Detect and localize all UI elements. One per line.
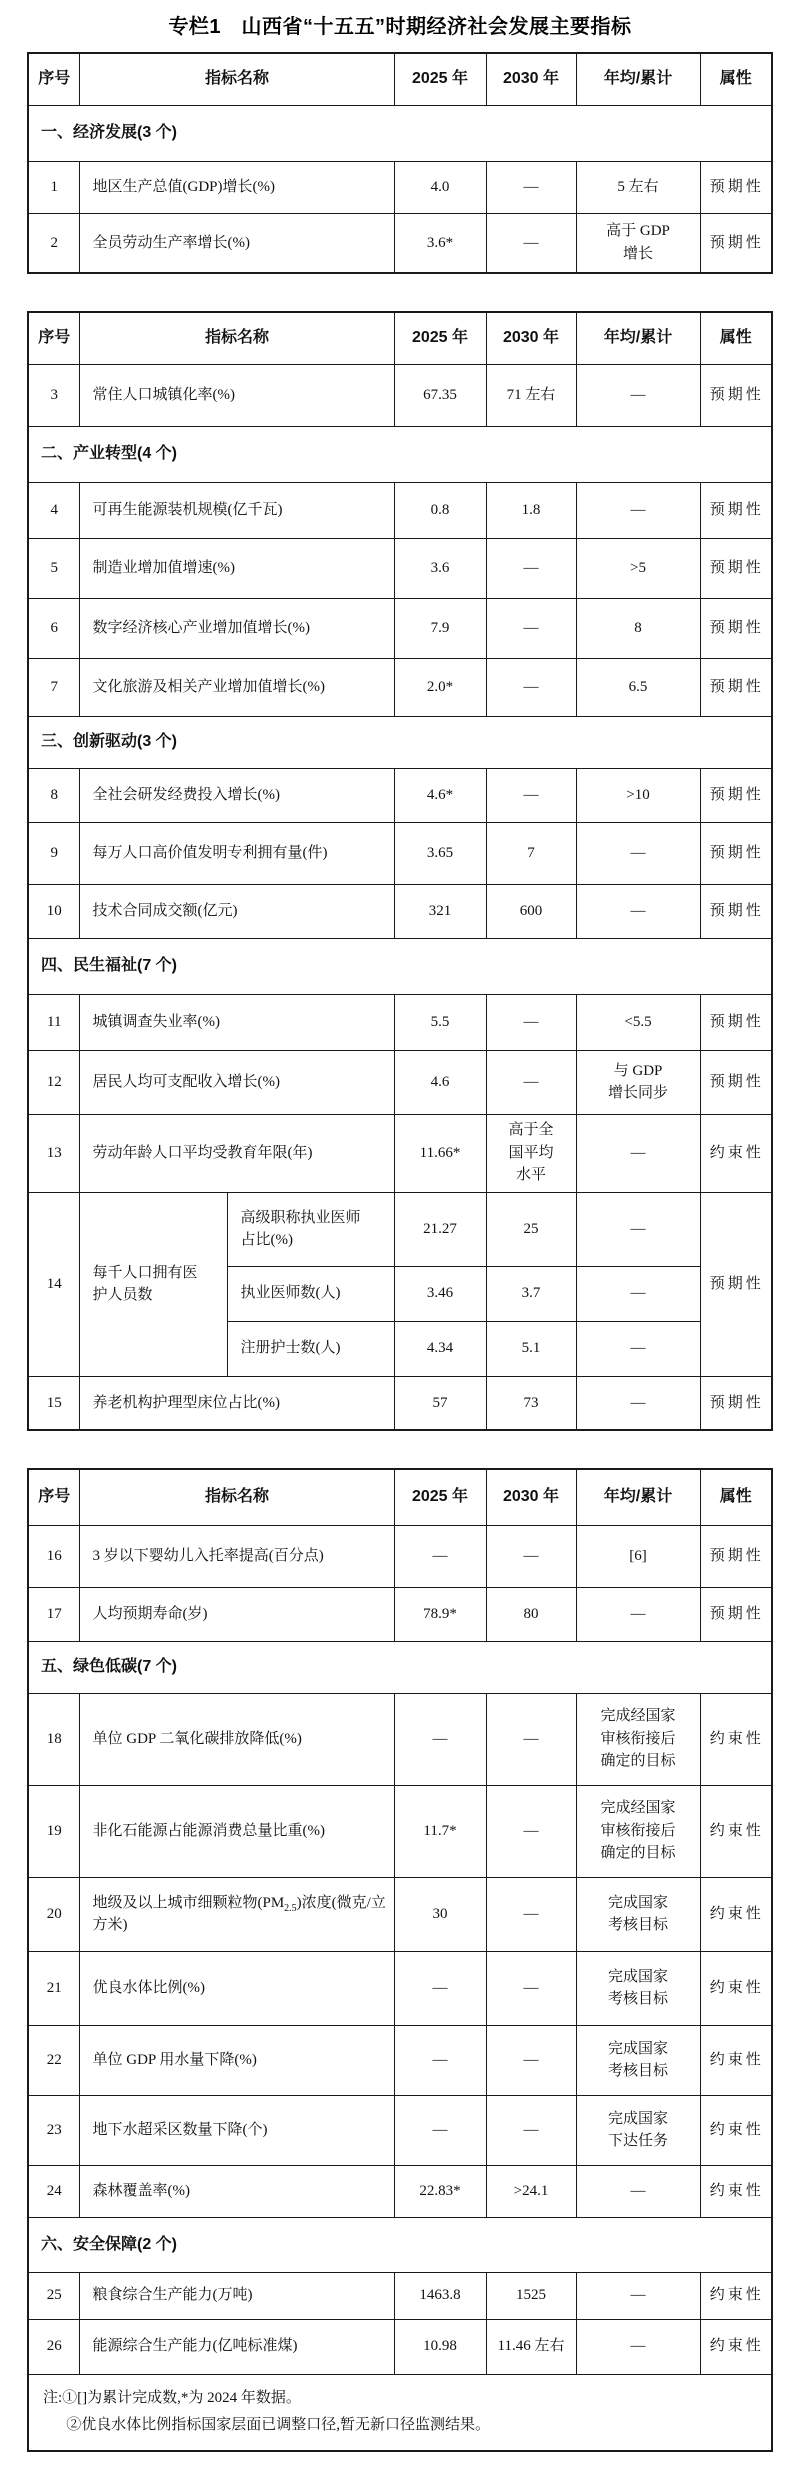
cell-2025: 67.35 bbox=[394, 364, 486, 426]
cell-name: 粮食综合生产能力(万吨) bbox=[80, 2272, 394, 2319]
section-row bbox=[28, 105, 772, 161]
cell-2030: — bbox=[486, 1877, 576, 1951]
table-row bbox=[28, 482, 772, 538]
cell-2025: — bbox=[394, 1693, 486, 1785]
cell-2025: — bbox=[394, 2095, 486, 2165]
cell-name: 地级及以上城市细颗粒物$(PM_{2.5})$浓度(微克/立方米) bbox=[80, 1877, 394, 1951]
table-row bbox=[28, 884, 772, 938]
section-row bbox=[28, 938, 772, 994]
table-row bbox=[28, 161, 772, 213]
cell-avg: — bbox=[576, 1114, 700, 1192]
cell-2030: — bbox=[486, 2095, 576, 2165]
cell-2030: 7 bbox=[486, 822, 576, 884]
cell-attr: 预期性 bbox=[700, 1587, 772, 1641]
table-header-row bbox=[28, 53, 772, 105]
note-line-2: ②优良水体比例指标国家层面已调整口径,暂无新口径监测结果。 bbox=[66, 2417, 490, 2434]
indicator-table-2 bbox=[27, 311, 773, 1431]
header-cell-no: 序号 bbox=[28, 53, 80, 105]
header-cell-2030: 2030 年 bbox=[486, 1469, 576, 1525]
cell-2030: — bbox=[486, 1693, 576, 1785]
cell-name: 地区生产总值(GDP)增长(%) bbox=[80, 161, 394, 213]
cell-2030: — bbox=[486, 1951, 576, 2025]
cell-2025: 11.7* bbox=[394, 1785, 486, 1877]
cell-attr: 预期性 bbox=[700, 213, 772, 273]
cell-attr: 预期性 bbox=[700, 884, 772, 938]
cell-name: 养老机构护理型床位占比(%) bbox=[80, 1376, 394, 1430]
section-header: 三、创新驱动(3 个) bbox=[28, 716, 772, 768]
cell-attr: 预期性 bbox=[700, 1376, 772, 1430]
cell-attr: 预期性 bbox=[700, 994, 772, 1050]
cell-attr: 约束性 bbox=[700, 1693, 772, 1785]
cell-sub-name: 注册护士数(人) bbox=[228, 1321, 394, 1376]
cell-avg: 完成国家下达任务 bbox=[576, 2095, 700, 2165]
table-row bbox=[28, 2272, 772, 2319]
cell-2030: — bbox=[486, 768, 576, 822]
header-cell-avg: 年均/累计 bbox=[576, 1469, 700, 1525]
cell-name: 城镇调查失业率(%) bbox=[80, 994, 394, 1050]
notes-row bbox=[28, 2374, 772, 2451]
cell-name: 3 岁以下婴幼儿入托率提高(百分点) bbox=[80, 1525, 394, 1587]
cell-2030: — bbox=[486, 1785, 576, 1877]
cell-avg: >10 bbox=[576, 768, 700, 822]
cell-name: 数字经济核心产业增加值增长(%) bbox=[80, 598, 394, 658]
cell-2030: >24.1 bbox=[486, 2165, 576, 2217]
cell-2030: 5.1 bbox=[486, 1321, 576, 1376]
cell-attr: 预期性 bbox=[700, 1050, 772, 1114]
cell-name: 文化旅游及相关产业增加值增长(%) bbox=[80, 658, 394, 716]
table-row bbox=[28, 2025, 772, 2095]
table-row bbox=[28, 1693, 772, 1785]
cell-name: 单位 GDP 二氧化碳排放降低(%) bbox=[80, 1693, 394, 1785]
table-row-group bbox=[28, 1192, 772, 1266]
page-title: 专栏1 山西省“十五五”时期经济社会发展主要指标 bbox=[168, 16, 632, 38]
cell-avg: — bbox=[576, 1587, 700, 1641]
cell-no: 1 bbox=[28, 161, 80, 213]
table-row bbox=[28, 658, 772, 716]
cell-2030: — bbox=[486, 538, 576, 598]
cell-name: 每万人口高价值发明专利拥有量(件) bbox=[80, 822, 394, 884]
section-row bbox=[28, 2217, 772, 2272]
cell-avg: 完成国家考核目标 bbox=[576, 1877, 700, 1951]
header-cell-name: 指标名称 bbox=[80, 312, 394, 364]
cell-no: 7 bbox=[28, 658, 80, 716]
cell-attr: 预期性 bbox=[700, 1525, 772, 1587]
cell-avg: — bbox=[576, 1266, 700, 1321]
cell-name: 全社会研发经费投入增长(%) bbox=[80, 768, 394, 822]
cell-no: 22 bbox=[28, 2025, 80, 2095]
header-cell-2030: 2030 年 bbox=[486, 312, 576, 364]
cell-no: 4 bbox=[28, 482, 80, 538]
cell-2030: — bbox=[486, 994, 576, 1050]
cell-no: 9 bbox=[28, 822, 80, 884]
cell-attr: 约束性 bbox=[700, 1114, 772, 1192]
cell-attr: 预期性 bbox=[700, 364, 772, 426]
header-cell-name: 指标名称 bbox=[80, 53, 394, 105]
cell-attr: 预期性 bbox=[700, 768, 772, 822]
note-line-1: 注:①[]为累计完成数,*为 2024 年数据。 bbox=[42, 2389, 301, 2406]
cell-2025: 3.65 bbox=[394, 822, 486, 884]
cell-no: 26 bbox=[28, 2319, 80, 2374]
cell-2030: — bbox=[486, 2025, 576, 2095]
section-row bbox=[28, 1641, 772, 1693]
cell-2030: 25 bbox=[486, 1192, 576, 1266]
cell-name: 劳动年龄人口平均受教育年限(年) bbox=[80, 1114, 394, 1192]
table-header-row bbox=[28, 312, 772, 364]
cell-name: 能源综合生产能力(亿吨标准煤) bbox=[80, 2319, 394, 2374]
cell-2030: 3.7 bbox=[486, 1266, 576, 1321]
cell-2025: 0.8 bbox=[394, 482, 486, 538]
cell-attr: 预期性 bbox=[700, 822, 772, 884]
cell-attr: 约束性 bbox=[700, 2165, 772, 2217]
cell-no: 11 bbox=[28, 994, 80, 1050]
table-row bbox=[28, 1951, 772, 2025]
cell-avg: — bbox=[576, 1376, 700, 1430]
section-header: 六、安全保障(2 个) bbox=[28, 2217, 772, 2272]
header-cell-attr: 属性 bbox=[700, 53, 772, 105]
cell-attr: 约束性 bbox=[700, 2319, 772, 2374]
header-cell-no: 序号 bbox=[28, 1469, 80, 1525]
pm25-subscript: 2.5 bbox=[284, 1902, 297, 1914]
cell-sub-name: 高级职称执业医师占比(%) bbox=[228, 1192, 394, 1266]
cell-avg: >5 bbox=[576, 538, 700, 598]
cell-2025: 4.0 bbox=[394, 161, 486, 213]
cell-2030: — bbox=[486, 598, 576, 658]
cell-2025: 4.6 bbox=[394, 1050, 486, 1114]
cell-avg: 完成经国家审核衔接后确定的目标 bbox=[576, 1785, 700, 1877]
table-row bbox=[28, 768, 772, 822]
cell-attr: 预期性 bbox=[700, 482, 772, 538]
cell-attr: 预期性 bbox=[700, 658, 772, 716]
cell-avg: 6.5 bbox=[576, 658, 700, 716]
cell-avg: — bbox=[576, 1321, 700, 1376]
cell-no: 20 bbox=[28, 1877, 80, 1951]
cell-avg: 完成国家考核目标 bbox=[576, 2025, 700, 2095]
cell-2030: — bbox=[486, 161, 576, 213]
cell-2030: — bbox=[486, 1050, 576, 1114]
cell-2030: — bbox=[486, 213, 576, 273]
table-row bbox=[28, 364, 772, 426]
cell-avg: [6] bbox=[576, 1525, 700, 1587]
cell-name: 全员劳动生产率增长(%) bbox=[80, 213, 394, 273]
header-cell-2025: 2025 年 bbox=[394, 53, 486, 105]
cell-name: 常住人口城镇化率(%) bbox=[80, 364, 394, 426]
cell-name: 可再生能源装机规模(亿千瓦) bbox=[80, 482, 394, 538]
header-cell-2025: 2025 年 bbox=[394, 1469, 486, 1525]
cell-2025: — bbox=[394, 1525, 486, 1587]
cell-2030: 73 bbox=[486, 1376, 576, 1430]
cell-attr: 预期性 bbox=[700, 161, 772, 213]
header-cell-attr: 属性 bbox=[700, 1469, 772, 1525]
table-row bbox=[28, 1525, 772, 1587]
cell-2030: 600 bbox=[486, 884, 576, 938]
cell-no: 25 bbox=[28, 2272, 80, 2319]
cell-avg: 8 bbox=[576, 598, 700, 658]
cell-no: 6 bbox=[28, 598, 80, 658]
cell-name: 技术合同成交额(亿元) bbox=[80, 884, 394, 938]
table-row bbox=[28, 822, 772, 884]
section-header: 四、民生福祉(7 个) bbox=[28, 938, 772, 994]
cell-2025: 3.6 bbox=[394, 538, 486, 598]
section-header: 一、经济发展(3 个) bbox=[28, 105, 772, 161]
cell-group-name: 每千人口拥有医护人员数 bbox=[80, 1192, 228, 1376]
cell-2025: — bbox=[394, 2025, 486, 2095]
cell-sub-name: 执业医师数(人) bbox=[228, 1266, 394, 1321]
cell-avg: — bbox=[576, 884, 700, 938]
table-row bbox=[28, 2319, 772, 2374]
cell-no: 14 bbox=[28, 1192, 80, 1376]
cell-2025: 4.34 bbox=[394, 1321, 486, 1376]
cell-2025: 1463.8 bbox=[394, 2272, 486, 2319]
cell-avg: 与 GDP 增长同步 bbox=[576, 1050, 700, 1114]
cell-2025: 78.9* bbox=[394, 1587, 486, 1641]
cell-2025: 2.0* bbox=[394, 658, 486, 716]
cell-avg: 高于 GDP 增长 bbox=[576, 213, 700, 273]
cell-no: 21 bbox=[28, 1951, 80, 2025]
cell-2030: 71 左右 bbox=[486, 364, 576, 426]
cell-attr: 约束性 bbox=[700, 1877, 772, 1951]
section-header: 五、绿色低碳(7 个) bbox=[28, 1641, 772, 1693]
cell-avg: 完成国家考核目标 bbox=[576, 1951, 700, 2025]
cell-attr: 约束性 bbox=[700, 2272, 772, 2319]
cell-attr: 预期性 bbox=[700, 538, 772, 598]
cell-name: 居民人均可支配收入增长(%) bbox=[80, 1050, 394, 1114]
table-row bbox=[28, 1114, 772, 1192]
table-row bbox=[28, 1785, 772, 1877]
cell-avg: — bbox=[576, 822, 700, 884]
table-row bbox=[28, 1050, 772, 1114]
cell-attr: 约束性 bbox=[700, 1951, 772, 2025]
cell-no: 17 bbox=[28, 1587, 80, 1641]
cell-no: 5 bbox=[28, 538, 80, 598]
cell-no: 2 bbox=[28, 213, 80, 273]
cell-2025: 4.6* bbox=[394, 768, 486, 822]
cell-2025: 3.6* bbox=[394, 213, 486, 273]
cell-avg: — bbox=[576, 482, 700, 538]
header-cell-2025: 2025 年 bbox=[394, 312, 486, 364]
cell-avg: 完成经国家审核衔接后确定的目标 bbox=[576, 1693, 700, 1785]
header-cell-name: 指标名称 bbox=[80, 1469, 394, 1525]
cell-2025: 10.98 bbox=[394, 2319, 486, 2374]
cell-2025: 22.83* bbox=[394, 2165, 486, 2217]
cell-no: 12 bbox=[28, 1050, 80, 1114]
cell-no: 19 bbox=[28, 1785, 80, 1877]
cell-2030: — bbox=[486, 1525, 576, 1587]
section-row bbox=[28, 426, 772, 482]
cell-no: 13 bbox=[28, 1114, 80, 1192]
cell-2030: 1.8 bbox=[486, 482, 576, 538]
cell-2025: 57 bbox=[394, 1376, 486, 1430]
cell-no: 24 bbox=[28, 2165, 80, 2217]
cell-attr: 预期性 bbox=[700, 598, 772, 658]
cell-2030: 1525 bbox=[486, 2272, 576, 2319]
header-cell-avg: 年均/累计 bbox=[576, 53, 700, 105]
cell-avg: <5.5 bbox=[576, 994, 700, 1050]
section-row bbox=[28, 716, 772, 768]
table-row bbox=[28, 598, 772, 658]
cell-name: 非化石能源占能源消费总量比重(%) bbox=[80, 1785, 394, 1877]
cell-2030: — bbox=[486, 658, 576, 716]
cell-2030: 11.46 左右 bbox=[486, 2319, 576, 2374]
indicator-table-3 bbox=[27, 1468, 773, 2452]
table-row bbox=[28, 538, 772, 598]
table-row bbox=[28, 1376, 772, 1430]
cell-name: 优良水体比例(%) bbox=[80, 1951, 394, 2025]
table-header-row bbox=[28, 1469, 772, 1525]
table-row bbox=[28, 1587, 772, 1641]
table-row bbox=[28, 213, 772, 273]
cell-name: 森林覆盖率(%) bbox=[80, 2165, 394, 2217]
header-cell-avg: 年均/累计 bbox=[576, 312, 700, 364]
cell-2025: 30 bbox=[394, 1877, 486, 1951]
cell-2025: 11.66* bbox=[394, 1114, 486, 1192]
cell-avg: — bbox=[576, 364, 700, 426]
cell-avg: — bbox=[576, 2272, 700, 2319]
cell-attr: 约束性 bbox=[700, 2025, 772, 2095]
cell-no: 8 bbox=[28, 768, 80, 822]
cell-avg: 5 左右 bbox=[576, 161, 700, 213]
cell-2025: 7.9 bbox=[394, 598, 486, 658]
cell-2025: 5.5 bbox=[394, 994, 486, 1050]
table-row bbox=[28, 1877, 772, 1951]
cell-2030: 高于全国平均水平 bbox=[486, 1114, 576, 1192]
cell-no: 18 bbox=[28, 1693, 80, 1785]
cell-name: 地下水超采区数量下降(个) bbox=[80, 2095, 394, 2165]
cell-avg: — bbox=[576, 1192, 700, 1266]
cell-2025: 321 bbox=[394, 884, 486, 938]
cell-attr: 约束性 bbox=[700, 2095, 772, 2165]
cell-name: 人均预期寿命(岁) bbox=[80, 1587, 394, 1641]
cell-no: 23 bbox=[28, 2095, 80, 2165]
cell-name: 单位 GDP 用水量下降(%) bbox=[80, 2025, 394, 2095]
cell-attr: 预期性 bbox=[700, 1192, 772, 1376]
header-cell-no: 序号 bbox=[28, 312, 80, 364]
section-header: 二、产业转型(4 个) bbox=[28, 426, 772, 482]
cell-no: 16 bbox=[28, 1525, 80, 1587]
cell-2025: — bbox=[394, 1951, 486, 2025]
cell-no: 10 bbox=[28, 884, 80, 938]
header-cell-attr: 属性 bbox=[700, 312, 772, 364]
table-row bbox=[28, 994, 772, 1050]
cell-no: 3 bbox=[28, 364, 80, 426]
cell-name: 制造业增加值增速(%) bbox=[80, 538, 394, 598]
header-cell-2030: 2030 年 bbox=[486, 53, 576, 105]
cell-avg: — bbox=[576, 2165, 700, 2217]
cell-avg: — bbox=[576, 2319, 700, 2374]
cell-attr: 约束性 bbox=[700, 1785, 772, 1877]
cell-2025: 21.27 bbox=[394, 1192, 486, 1266]
cell-2025: 3.46 bbox=[394, 1266, 486, 1321]
table-row bbox=[28, 2095, 772, 2165]
cell-2030: 80 bbox=[486, 1587, 576, 1641]
indicator-table-1 bbox=[27, 52, 773, 274]
table-row bbox=[28, 2165, 772, 2217]
cell-no: 15 bbox=[28, 1376, 80, 1430]
table-notes bbox=[28, 2374, 772, 2451]
